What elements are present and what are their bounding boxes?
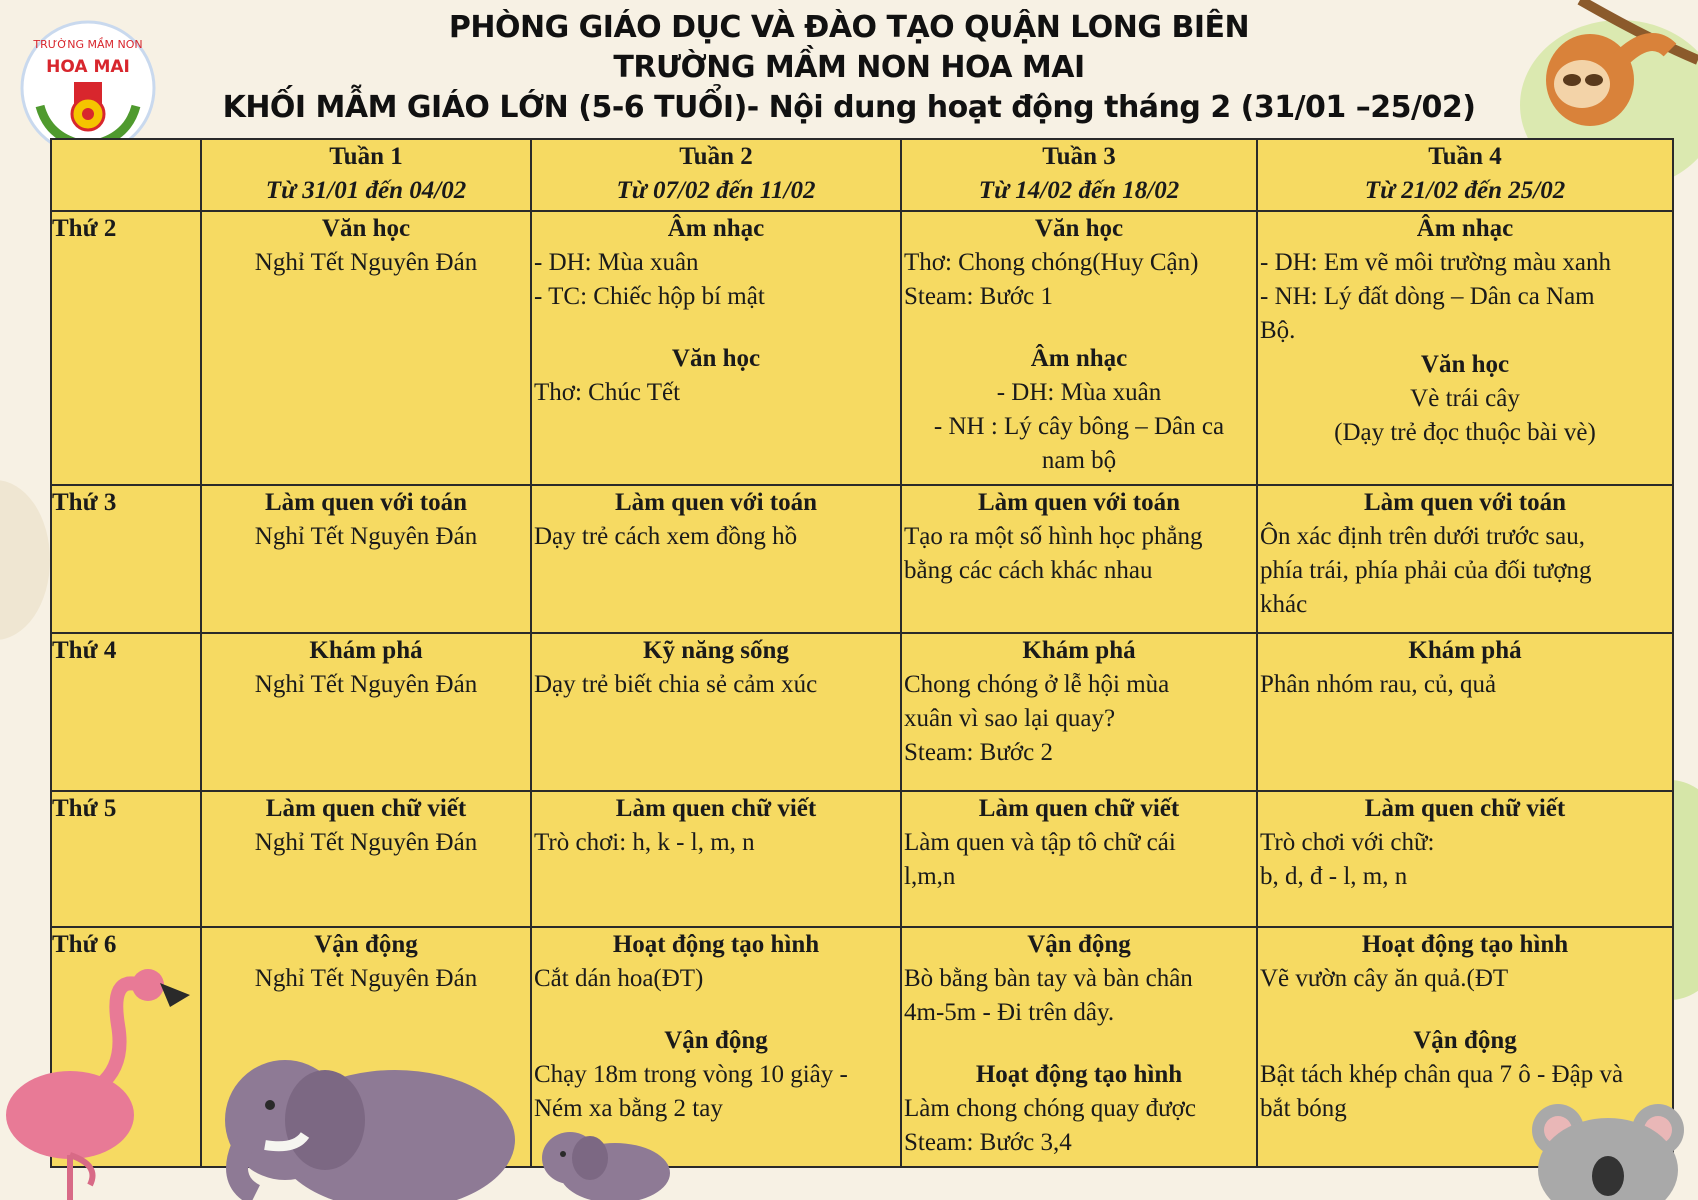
activity-text: Nghỉ Tết Nguyên Đán: [254, 671, 478, 698]
cell-tue-w2: [531, 485, 901, 633]
day-label: Thứ 5: [51, 791, 201, 927]
logo-ring-text: TRƯỜNG MẦM NON: [33, 38, 143, 51]
cell-wed-w1: [201, 633, 531, 791]
activity-text: khác: [1260, 591, 1308, 618]
table-row-thursday: [51, 791, 1673, 927]
activity-text: Vè trái cây: [1410, 385, 1520, 412]
activity-text: Steam: Bước 2: [904, 739, 1053, 766]
week-name: Tuần 4: [1428, 143, 1502, 170]
activity-text: (Dạy trẻ đọc thuộc bài vè): [1334, 419, 1596, 446]
day-label: Thứ 3: [51, 485, 201, 633]
cell-thu-w4: [1257, 791, 1673, 927]
activity-text: Bò bằng bàn tay và bàn chân: [904, 965, 1193, 992]
cell-thu-w2: [531, 791, 901, 927]
activity-text: Phân nhóm rau, củ, quả: [1260, 671, 1497, 698]
corner-cell: [51, 139, 201, 211]
activity-title: Âm nhạc: [1030, 345, 1128, 372]
activity-text: Tạo ra một số hình học phẳng: [904, 523, 1203, 550]
activity-text: Nghỉ Tết Nguyên Đán: [254, 965, 478, 992]
activity-title: Hoạt động tạo hình: [612, 931, 820, 958]
table-row-wednesday: [51, 633, 1673, 791]
header-school: TRƯỜNG MẦM NON HOA MAI: [613, 50, 1085, 85]
activity-text: Cắt dán hoa(ĐT): [534, 965, 704, 992]
activity-text: Thơ: Chúc Tết: [534, 379, 681, 406]
activity-title: Khám phá: [309, 637, 423, 664]
week-name: Tuần 1: [329, 143, 403, 170]
activity-title: Văn học: [1034, 215, 1124, 242]
elephant-illustration: [215, 1030, 525, 1200]
table-row-tuesday: [51, 485, 1673, 633]
activity-text: 4m-5m - Đi trên dây.: [904, 999, 1115, 1026]
activity-text: Vẽ vườn cây ăn quả.(ĐT: [1260, 965, 1509, 992]
activity-text: Steam: Bước 3,4: [904, 1129, 1072, 1156]
activity-text: - TC: Chiếc hộp bí mật: [534, 283, 765, 310]
table-row-monday: [51, 211, 1673, 485]
week-range: Từ 07/02 đến 11/02: [616, 177, 816, 204]
activity-text: Ném xa bằng 2 tay: [534, 1095, 723, 1122]
activity-title: Làm quen với toán: [1363, 489, 1567, 516]
cell-thu-w1: [201, 791, 531, 927]
baby-elephant-illustration: [535, 1118, 685, 1200]
activity-text: Trò chơi với chữ:: [1260, 829, 1435, 856]
activity-text: Dạy trẻ biết chia sẻ cảm xúc: [534, 671, 818, 698]
activity-text: Chạy 18m trong vòng 10 giây -: [534, 1061, 848, 1088]
activity-text: - DH: Mùa xuân: [534, 249, 699, 276]
activity-title: Làm quen với toán: [614, 489, 818, 516]
activity-schedule-table: [50, 138, 1674, 1168]
activity-title: Làm quen chữ viết: [265, 795, 467, 822]
activity-title: Làm quen chữ viết: [615, 795, 817, 822]
cell-wed-w2: [531, 633, 901, 791]
activity-text: Ôn xác định trên dưới trước sau,: [1260, 523, 1585, 550]
header-title: KHỐI MẪM GIÁO LỚN (5-6 TUỔI)- Nội dung hoạt động tháng 2 (31/01 –25/02): [222, 90, 1476, 125]
cell-thu-w3: [901, 791, 1257, 927]
activity-text: Nghỉ Tết Nguyên Đán: [254, 523, 478, 550]
activity-text: bắt bóng: [1260, 1095, 1347, 1122]
activity-text: - DH: Mùa xuân: [996, 379, 1162, 406]
activity-title: Làm quen chữ viết: [978, 795, 1180, 822]
table-header-row: [51, 139, 1673, 211]
activity-title: Vận động: [1027, 931, 1131, 958]
week-name: Tuần 3: [1042, 143, 1116, 170]
activity-title: Văn học: [1420, 351, 1510, 378]
activity-title: Làm quen chữ viết: [1364, 795, 1566, 822]
activity-text: Nghỉ Tết Nguyên Đán: [254, 249, 478, 276]
activity-title: Làm quen với toán: [977, 489, 1181, 516]
week-3-header: [901, 139, 1257, 211]
cell-fri-w3: [901, 927, 1257, 1167]
activity-text: - NH : Lý cây bông – Dân ca: [933, 413, 1225, 440]
activity-text: xuân vì sao lại quay?: [904, 705, 1116, 732]
cell-mon-w1: [201, 211, 531, 485]
activity-text: Trò chơi: h, k - l, m, n: [534, 829, 755, 856]
activity-title: Văn học: [321, 215, 411, 242]
week-4-header: [1257, 139, 1673, 211]
activity-text: nam bộ: [1041, 447, 1117, 474]
page-header: [0, 8, 1698, 128]
activity-text: Nghỉ Tết Nguyên Đán: [254, 829, 478, 856]
day-label: Thứ 2: [51, 211, 201, 485]
activity-title: Âm nhạc: [1416, 215, 1514, 242]
week-2-header: [531, 139, 901, 211]
activity-text: bằng các cách khác nhau: [904, 557, 1153, 584]
activity-text: Bộ.: [1260, 317, 1296, 344]
week-range: Từ 31/01 đến 04/02: [265, 177, 467, 204]
school-logo: [18, 18, 158, 158]
cell-mon-w4: [1257, 211, 1673, 485]
sloth-illustration: [1520, 0, 1698, 150]
activity-text: Chong chóng ở lễ hội mùa: [904, 671, 1170, 698]
cell-mon-w2: [531, 211, 901, 485]
logo-name: HOA MAI: [46, 57, 130, 77]
activity-text: - NH: Lý đất dòng – Dân ca Nam: [1260, 283, 1595, 310]
activity-text: Bật tách khép chân qua 7 ô - Đập và: [1260, 1061, 1624, 1088]
activity-text: Dạy trẻ cách xem đồng hồ: [534, 523, 798, 550]
cell-tue-w4: [1257, 485, 1673, 633]
day-label: Thứ 6: [51, 927, 201, 1167]
activity-title: Vận động: [314, 931, 418, 958]
blob-decoration-left: [0, 480, 50, 640]
activity-title: Văn học: [671, 345, 761, 372]
activity-title: Vận động: [664, 1027, 768, 1054]
week-name: Tuần 2: [679, 143, 753, 170]
koala-illustration: [1508, 1090, 1698, 1200]
activity-text: - DH: Em vẽ môi trường màu xanh: [1260, 249, 1612, 276]
flamingo-illustration: [0, 955, 200, 1200]
activity-title: Hoạt động tạo hình: [1361, 931, 1569, 958]
cell-tue-w3: [901, 485, 1257, 633]
week-range: Từ 21/02 đến 25/02: [1364, 177, 1566, 204]
activity-title: Vận động: [1413, 1027, 1517, 1054]
activity-title: Khám phá: [1408, 637, 1522, 664]
activity-text: b, d, đ - l, m, n: [1260, 863, 1408, 890]
activity-text: l,m,n: [904, 863, 956, 890]
cell-mon-w3: [901, 211, 1257, 485]
activity-title: Làm quen với toán: [264, 489, 468, 516]
cell-wed-w4: [1257, 633, 1673, 791]
day-label: Thứ 4: [51, 633, 201, 791]
activity-title: Âm nhạc: [667, 215, 765, 242]
activity-text: phía trái, phía phải của đối tượng: [1260, 557, 1592, 584]
activity-text: Làm quen và tập tô chữ cái: [904, 829, 1176, 856]
activity-text: Steam: Bước 1: [904, 283, 1053, 310]
activity-text: Làm chong chóng quay được: [904, 1095, 1196, 1122]
activity-title: Khám phá: [1022, 637, 1136, 664]
week-range: Từ 14/02 đến 18/02: [978, 177, 1180, 204]
activity-title: Kỹ năng sống: [643, 637, 789, 664]
activity-title: Hoạt động tạo hình: [975, 1061, 1183, 1088]
cell-tue-w1: [201, 485, 531, 633]
cell-wed-w3: [901, 633, 1257, 791]
activity-text: Thơ: Chong chóng(Huy Cận): [904, 249, 1199, 276]
header-department: PHÒNG GIÁO DỤC VÀ ĐÀO TẠO QUẬN LONG BIÊN: [448, 10, 1250, 45]
week-1-header: [201, 139, 531, 211]
